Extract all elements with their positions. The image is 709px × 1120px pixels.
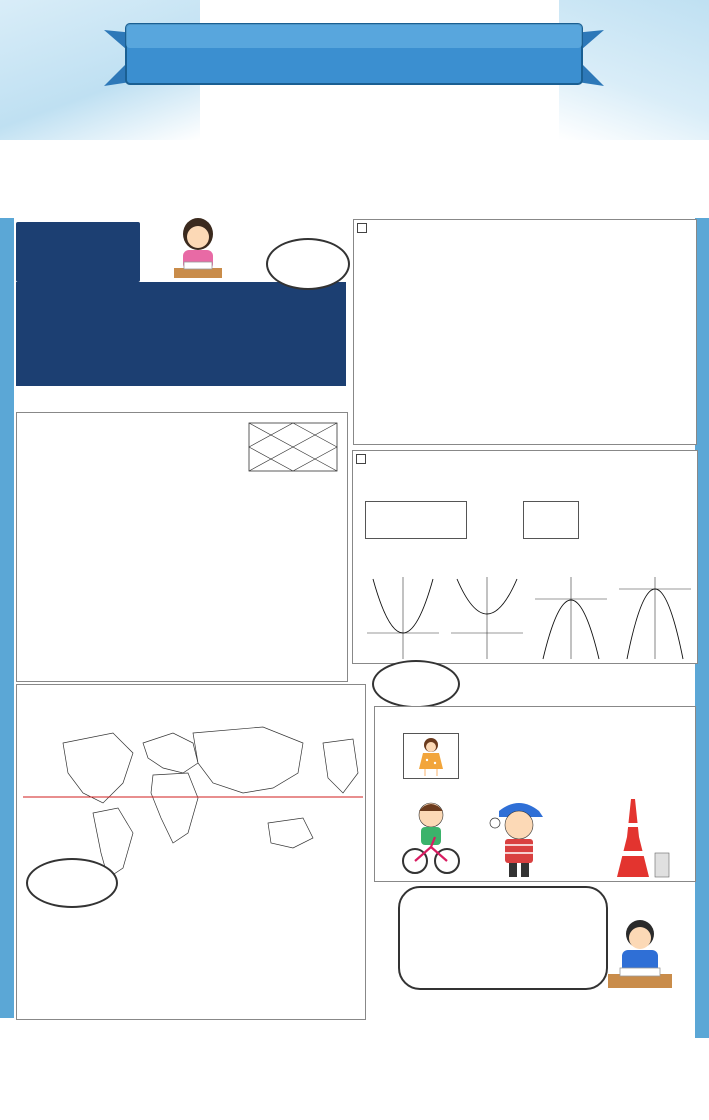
intro-paragraph bbox=[20, 120, 688, 144]
page-title bbox=[120, 26, 590, 82]
option-c bbox=[378, 334, 688, 346]
math-bubble bbox=[266, 238, 350, 290]
question-number bbox=[356, 454, 366, 464]
graph-c bbox=[535, 577, 607, 659]
math-grade1-sheet bbox=[353, 219, 697, 445]
choice-box-right bbox=[523, 501, 579, 539]
studying-girl-illustration bbox=[168, 212, 228, 282]
option-d bbox=[378, 374, 688, 386]
social-bubble bbox=[26, 858, 118, 908]
option-b bbox=[378, 294, 688, 306]
choice-box-left bbox=[365, 501, 467, 539]
option-e bbox=[378, 414, 688, 426]
example-girl-picture bbox=[403, 733, 459, 779]
rectangle-figure bbox=[241, 417, 345, 477]
new-badge bbox=[16, 222, 140, 282]
graph-d bbox=[619, 577, 691, 659]
side-stripe-left bbox=[0, 218, 14, 1018]
question-number bbox=[357, 223, 367, 233]
graph-a bbox=[367, 577, 439, 659]
option-a bbox=[378, 266, 688, 278]
studying-boy-illustration bbox=[600, 914, 680, 994]
graph-options bbox=[359, 569, 695, 661]
english-sheet bbox=[374, 706, 696, 882]
social-studies-sheet bbox=[16, 684, 366, 1020]
question-text bbox=[21, 688, 363, 699]
baseball-boy-picture bbox=[487, 795, 553, 879]
math-grade2-sheet bbox=[16, 412, 348, 682]
access-callout bbox=[398, 886, 608, 990]
new-panel-body bbox=[16, 282, 346, 386]
bicycle-boy-picture bbox=[401, 797, 461, 877]
english-bubble bbox=[372, 660, 460, 708]
climate-charts bbox=[21, 921, 363, 1017]
math-grade3-sheet bbox=[352, 450, 698, 664]
graph-b bbox=[451, 577, 523, 659]
tokyo-tower-picture bbox=[601, 797, 675, 879]
